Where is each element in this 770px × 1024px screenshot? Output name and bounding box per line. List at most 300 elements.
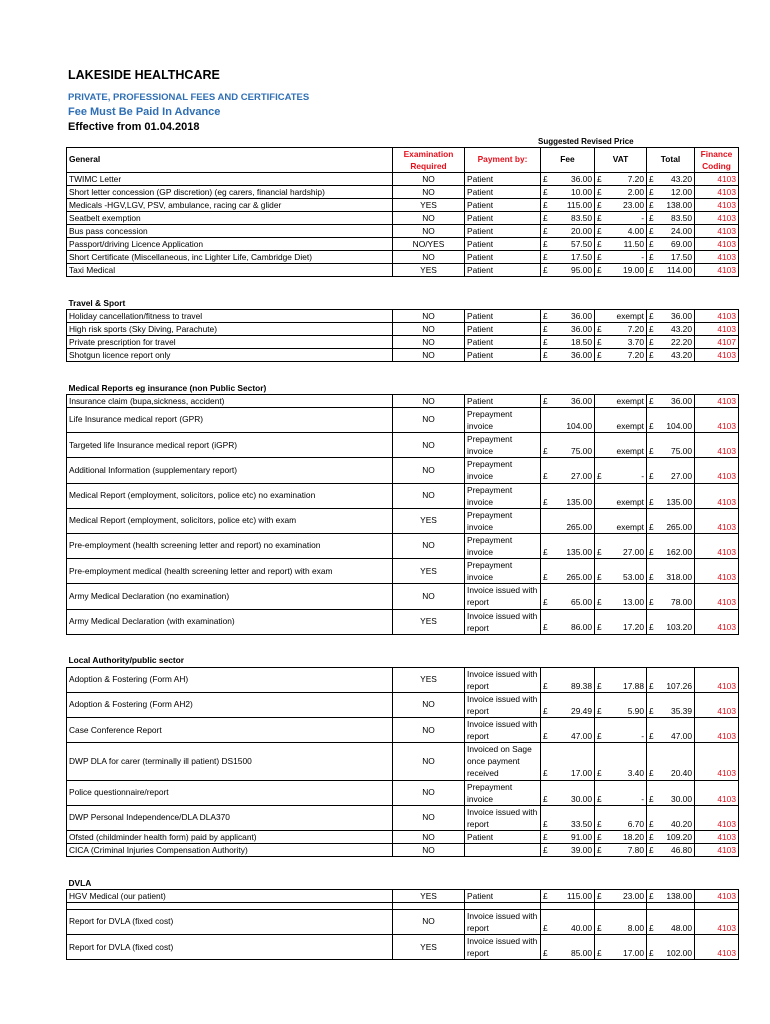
- row-exam: NO: [393, 336, 465, 349]
- header-exam: Examination Required: [393, 148, 465, 173]
- row-total: [647, 692, 695, 717]
- currency-symbol: £: [649, 680, 654, 691]
- row-description: Medical Report (employment, solicitors, police etc) no examination: [67, 483, 393, 508]
- row-vat: [595, 199, 647, 212]
- row-total-value: 318.00: [666, 572, 692, 583]
- row-total-value: 43.20: [671, 349, 692, 360]
- currency-symbol: £: [597, 264, 602, 275]
- document-title: LAKESIDE HEALTHCARE: [68, 68, 220, 82]
- row-exam: NO: [393, 310, 465, 323]
- currency-symbol: £: [543, 238, 548, 249]
- currency-symbol: £: [597, 238, 602, 249]
- row-description: Medicals -HGV,LGV, PSV, ambulance, racing car & glider: [67, 199, 393, 212]
- row-description: TWIMC Letter: [67, 173, 393, 186]
- row-coding: 4103: [695, 323, 739, 336]
- row-total-value: 102.00: [666, 948, 692, 959]
- row-coding: 4103: [695, 609, 739, 634]
- row-fee-value: 29.49: [571, 705, 592, 716]
- row-total: [647, 323, 695, 336]
- row-vat-value: 13.00: [623, 597, 644, 608]
- header-payment: Payment by:: [465, 148, 541, 173]
- currency-symbol: £: [543, 251, 548, 262]
- row-payment: Patient: [465, 238, 541, 251]
- row-payment: Patient: [465, 225, 541, 238]
- row-vat-value: exempt: [616, 310, 644, 321]
- row-total: [647, 743, 695, 780]
- row-total: [647, 843, 695, 856]
- row-fee: [541, 264, 595, 277]
- currency-symbol: £: [597, 173, 602, 184]
- row-fee: [541, 609, 595, 634]
- row-payment: Invoiced on Sage once payment received: [465, 743, 541, 780]
- row-exam: NO: [393, 225, 465, 238]
- row-description: HGV Medical (our patient): [67, 889, 393, 902]
- row-exam: YES: [393, 508, 465, 533]
- row-total: [647, 508, 695, 533]
- row-exam: NO: [393, 692, 465, 717]
- currency-symbol: £: [543, 680, 548, 691]
- row-payment: Patient: [465, 336, 541, 349]
- section-title-row: [67, 655, 739, 668]
- row-fee: [541, 692, 595, 717]
- row-description: High risk sports (Sky Diving, Parachute): [67, 323, 393, 336]
- row-exam: NO: [393, 433, 465, 458]
- row-vat: [595, 743, 647, 780]
- row-description: Ofsted (childminder health form) paid by applicant): [67, 830, 393, 843]
- row-coding: 4103: [695, 935, 739, 960]
- currency-symbol: £: [649, 212, 654, 223]
- currency-symbol: £: [649, 546, 654, 557]
- row-total: [647, 609, 695, 634]
- row-total: [647, 408, 695, 433]
- row-total-value: 78.00: [671, 597, 692, 608]
- row-total: [647, 483, 695, 508]
- currency-symbol: £: [543, 922, 548, 933]
- row-vat: [595, 508, 647, 533]
- row-total-value: 20.40: [671, 768, 692, 779]
- row-coding: 4103: [695, 238, 739, 251]
- row-total: [647, 310, 695, 323]
- row-coding: 4103: [695, 830, 739, 843]
- row-total-value: 103.20: [666, 622, 692, 633]
- row-total-value: 109.20: [666, 831, 692, 842]
- row-exam: NO: [393, 843, 465, 856]
- row-description: Adoption & Fostering (Form AH): [67, 667, 393, 692]
- row-total: [647, 805, 695, 830]
- row-total-value: 12.00: [671, 186, 692, 197]
- row-vat-value: 11.50: [623, 238, 644, 249]
- currency-symbol: £: [543, 948, 548, 959]
- row-coding: 4103: [695, 843, 739, 856]
- table-row: [67, 199, 739, 212]
- row-total-value: 24.00: [671, 225, 692, 236]
- row-fee-value: 33.50: [571, 818, 592, 829]
- table-row: [67, 310, 739, 323]
- row-total-value: 47.00: [671, 731, 692, 742]
- currency-symbol: [597, 396, 600, 407]
- row-payment: Invoice issued with report: [465, 718, 541, 743]
- row-vat: [595, 310, 647, 323]
- row-total: [647, 584, 695, 609]
- currency-symbol: £: [597, 349, 602, 360]
- section-title-row: [67, 297, 739, 310]
- row-total: [647, 667, 695, 692]
- currency-symbol: £: [543, 199, 548, 210]
- table-row: [67, 173, 739, 186]
- currency-symbol: [597, 497, 600, 508]
- currency-symbol: £: [597, 890, 602, 901]
- row-vat-value: 19.00: [623, 264, 644, 275]
- currency-symbol: £: [543, 225, 548, 236]
- row-vat-value: 2.00: [627, 186, 644, 197]
- currency-symbol: £: [649, 705, 654, 716]
- currency-symbol: £: [649, 336, 654, 347]
- currency-symbol: £: [543, 173, 548, 184]
- effective-date: Effective from 01.04.2018: [68, 121, 200, 133]
- row-exam: NO: [393, 718, 465, 743]
- row-payment: Prepayment invoice: [465, 533, 541, 558]
- currency-symbol: £: [597, 471, 602, 482]
- currency-symbol: £: [597, 336, 602, 347]
- row-payment: Patient: [465, 251, 541, 264]
- row-fee-value: 65.00: [571, 597, 592, 608]
- table-row: [67, 349, 739, 362]
- row-fee-value: 39.00: [571, 844, 592, 855]
- section-title-row: [67, 877, 739, 890]
- row-payment: Prepayment invoice: [465, 433, 541, 458]
- table-row: [67, 433, 739, 458]
- row-fee-value: 75.00: [571, 446, 592, 457]
- row-coding: 4103: [695, 212, 739, 225]
- currency-symbol: £: [649, 471, 654, 482]
- row-fee: [541, 323, 595, 336]
- row-fee-value: 36.00: [571, 395, 592, 406]
- row-description: Private prescription for travel: [67, 336, 393, 349]
- table-row: [67, 225, 739, 238]
- currency-symbol: £: [543, 768, 548, 779]
- row-fee: [541, 238, 595, 251]
- row-description: CICA (Criminal Injuries Compensation Authority): [67, 843, 393, 856]
- row-coding: 4103: [695, 199, 739, 212]
- row-payment: Invoice issued with report: [465, 584, 541, 609]
- table-row: [67, 533, 739, 558]
- row-exam: NO: [393, 323, 465, 336]
- row-fee: [541, 559, 595, 584]
- row-payment: Prepayment invoice: [465, 408, 541, 433]
- row-vat-value: -: [641, 731, 644, 742]
- currency-symbol: £: [543, 546, 548, 557]
- table-row: [67, 323, 739, 336]
- currency-symbol: £: [649, 622, 654, 633]
- row-total: [647, 830, 695, 843]
- row-exam: NO: [393, 173, 465, 186]
- row-payment: Patient: [465, 323, 541, 336]
- currency-symbol: £: [543, 323, 548, 334]
- currency-symbol: [597, 446, 600, 457]
- row-coding: 4103: [695, 718, 739, 743]
- currency-symbol: £: [649, 844, 654, 855]
- row-vat-value: -: [641, 212, 644, 223]
- row-vat-value: exempt: [616, 395, 644, 406]
- row-payment: Patient: [465, 199, 541, 212]
- row-vat-value: 7.20: [627, 173, 644, 184]
- row-fee: [541, 584, 595, 609]
- row-fee-value: 115.00: [567, 199, 592, 210]
- row-total-value: 36.00: [671, 395, 692, 406]
- header-vat: VAT: [595, 148, 647, 173]
- currency-symbol: £: [597, 186, 602, 197]
- table-row: [67, 909, 739, 934]
- row-fee-value: 36.00: [571, 173, 592, 184]
- row-exam: NO: [393, 780, 465, 805]
- row-payment: Patient: [465, 395, 541, 408]
- row-fee: [541, 718, 595, 743]
- row-vat-value: 23.00: [623, 199, 644, 210]
- row-coding: 4103: [695, 310, 739, 323]
- table-row: [67, 458, 739, 483]
- row-total: [647, 780, 695, 805]
- row-coding: 4103: [695, 780, 739, 805]
- currency-symbol: £: [543, 818, 548, 829]
- row-total: [647, 433, 695, 458]
- row-coding: 4103: [695, 692, 739, 717]
- row-coding: 4103: [695, 458, 739, 483]
- row-vat: [595, 533, 647, 558]
- header-fee: Fee: [541, 148, 595, 173]
- row-payment: Invoice issued with report: [465, 805, 541, 830]
- currency-symbol: £: [597, 546, 602, 557]
- row-vat: [595, 251, 647, 264]
- currency-symbol: £: [649, 251, 654, 262]
- row-fee-value: 10.00: [571, 186, 592, 197]
- currency-symbol: £: [649, 173, 654, 184]
- row-total-value: 162.00: [666, 546, 692, 557]
- row-total-value: 104.00: [666, 420, 692, 431]
- table-row: [67, 559, 739, 584]
- currency-symbol: £: [597, 731, 602, 742]
- currency-symbol: £: [649, 597, 654, 608]
- currency-symbol: £: [543, 395, 548, 406]
- table-row: [67, 584, 739, 609]
- row-description: Short letter concession (GP discretion) (eg carers, financial hardship): [67, 186, 393, 199]
- row-vat-value: 17.20: [623, 622, 644, 633]
- row-fee: [541, 889, 595, 902]
- row-description: Case Conference Report: [67, 718, 393, 743]
- currency-symbol: £: [543, 597, 548, 608]
- row-total-value: 35.39: [671, 705, 692, 716]
- currency-symbol: £: [597, 705, 602, 716]
- row-coding: 4103: [695, 186, 739, 199]
- row-description: Holiday cancellation/fitness to travel: [67, 310, 393, 323]
- row-description: Medical Report (employment, solicitors, police etc) with exam: [67, 508, 393, 533]
- row-vat: [595, 408, 647, 433]
- row-vat-value: exempt: [616, 420, 644, 431]
- row-payment: Prepayment invoice: [465, 780, 541, 805]
- section-title-row: [67, 382, 739, 395]
- currency-symbol: £: [649, 818, 654, 829]
- row-coding: 4103: [695, 743, 739, 780]
- row-fee: [541, 395, 595, 408]
- row-total-value: 114.00: [667, 264, 692, 275]
- row-total-value: 43.20: [671, 173, 692, 184]
- row-total: [647, 935, 695, 960]
- currency-symbol: £: [543, 572, 548, 583]
- row-payment: Patient: [465, 264, 541, 277]
- row-exam: NO: [393, 349, 465, 362]
- currency-symbol: £: [649, 521, 654, 532]
- row-fee: [541, 433, 595, 458]
- currency-symbol: [543, 421, 546, 432]
- section-gap: [67, 277, 739, 298]
- row-fee-value: 135.00: [566, 496, 592, 507]
- document-subtitle: PRIVATE, PROFESSIONAL FEES AND CERTIFICATES: [68, 92, 310, 103]
- row-fee-value: 57.50: [571, 238, 592, 249]
- row-description: Targeted life Insurance medical report (iGPR): [67, 433, 393, 458]
- row-total: [647, 559, 695, 584]
- row-vat-value: -: [641, 251, 644, 262]
- row-total-value: 30.00: [671, 793, 692, 804]
- table-row: [67, 889, 739, 902]
- row-total-value: 83.50: [671, 212, 692, 223]
- row-description: Report for DVLA (fixed cost): [67, 935, 393, 960]
- row-total-value: 75.00: [671, 446, 692, 457]
- row-exam: NO: [393, 830, 465, 843]
- row-description: Passport/driving Licence Application: [67, 238, 393, 251]
- row-exam: YES: [393, 889, 465, 902]
- currency-symbol: £: [649, 496, 654, 507]
- currency-symbol: £: [649, 948, 654, 959]
- row-exam: NO: [393, 909, 465, 934]
- row-fee-value: 40.00: [571, 922, 592, 933]
- row-total: [647, 909, 695, 934]
- row-fee: [541, 805, 595, 830]
- row-total: [647, 212, 695, 225]
- row-exam: YES: [393, 935, 465, 960]
- currency-symbol: £: [543, 496, 548, 507]
- row-description: Taxi Medical: [67, 264, 393, 277]
- table-row: [67, 408, 739, 433]
- row-gap: [67, 902, 739, 909]
- currency-symbol: £: [597, 793, 602, 804]
- row-vat: [595, 264, 647, 277]
- row-payment: Prepayment invoice: [465, 559, 541, 584]
- row-total: [647, 199, 695, 212]
- currency-symbol: £: [597, 572, 602, 583]
- row-total: [647, 349, 695, 362]
- row-vat: [595, 225, 647, 238]
- currency-symbol: £: [597, 818, 602, 829]
- header-general: General: [67, 148, 393, 173]
- row-vat-value: 17.00: [623, 948, 644, 959]
- row-description: Insurance claim (bupa,sickness, accident): [67, 395, 393, 408]
- currency-symbol: £: [649, 446, 654, 457]
- row-exam: NO: [393, 805, 465, 830]
- row-total-value: 17.50: [671, 251, 692, 262]
- row-exam: NO: [393, 395, 465, 408]
- currency-symbol: £: [597, 323, 602, 334]
- row-exam: YES: [393, 559, 465, 584]
- advance-notice: Fee Must Be Paid In Advance: [68, 106, 221, 118]
- row-fee-value: 83.50: [571, 212, 592, 223]
- suggested-price-label: Suggested Revised Price: [538, 137, 634, 146]
- row-fee-value: 36.00: [571, 349, 592, 360]
- row-exam: NO: [393, 408, 465, 433]
- row-coding: 4103: [695, 909, 739, 934]
- row-fee: [541, 251, 595, 264]
- row-vat: [595, 718, 647, 743]
- currency-symbol: £: [597, 680, 602, 691]
- row-payment: Invoice issued with report: [465, 692, 541, 717]
- row-vat-value: exempt: [616, 521, 644, 532]
- row-description: Army Medical Declaration (with examination): [67, 609, 393, 634]
- row-description: Shotgun licence report only: [67, 349, 393, 362]
- row-fee-value: 47.00: [571, 731, 592, 742]
- row-total: [647, 395, 695, 408]
- row-exam: YES: [393, 667, 465, 692]
- row-description: DWP Personal Independence/DLA DLA370: [67, 805, 393, 830]
- currency-symbol: £: [543, 622, 548, 633]
- row-payment: Prepayment invoice: [465, 458, 541, 483]
- row-vat: [595, 667, 647, 692]
- currency-symbol: £: [649, 572, 654, 583]
- row-vat-value: 23.00: [623, 890, 644, 901]
- row-payment: Prepayment invoice: [465, 508, 541, 533]
- currency-symbol: £: [649, 225, 654, 236]
- row-total-value: 69.00: [671, 238, 692, 249]
- currency-symbol: £: [597, 622, 602, 633]
- row-total-value: 107.26: [666, 680, 692, 691]
- row-coding: 4103: [695, 433, 739, 458]
- currency-symbol: £: [597, 225, 602, 236]
- row-vat-value: 18.20: [623, 831, 644, 842]
- row-coding: 4103: [695, 667, 739, 692]
- row-payment: Patient: [465, 349, 541, 362]
- currency-symbol: £: [649, 922, 654, 933]
- table-row: [67, 212, 739, 225]
- row-fee-value: 36.00: [571, 323, 592, 334]
- row-exam: NO: [393, 251, 465, 264]
- currency-symbol: £: [543, 844, 548, 855]
- row-fee: [541, 533, 595, 558]
- table-row: [67, 483, 739, 508]
- row-vat: [595, 584, 647, 609]
- row-total: [647, 533, 695, 558]
- row-vat: [595, 830, 647, 843]
- row-fee-value: 27.00: [571, 471, 592, 482]
- section-title: Local Authority/public sector: [68, 655, 185, 666]
- currency-symbol: [597, 311, 600, 322]
- row-exam: YES: [393, 609, 465, 634]
- currency-symbol: £: [543, 890, 548, 901]
- currency-symbol: £: [597, 768, 602, 779]
- row-description: Short Certificate (Miscellaneous, inc Lighter Life, Cambridge Diet): [67, 251, 393, 264]
- row-fee: [541, 212, 595, 225]
- row-coding: 4103: [695, 533, 739, 558]
- row-total: [647, 458, 695, 483]
- table-row: [67, 667, 739, 692]
- row-fee: [541, 186, 595, 199]
- row-exam: NO: [393, 533, 465, 558]
- row-total: [647, 889, 695, 902]
- row-exam: NO: [393, 212, 465, 225]
- table-row: [67, 251, 739, 264]
- row-vat: [595, 349, 647, 362]
- row-vat: [595, 805, 647, 830]
- table-row: [67, 805, 739, 830]
- row-fee-value: 89.38: [571, 680, 592, 691]
- row-vat-value: 3.40: [627, 768, 644, 779]
- table-row: [67, 395, 739, 408]
